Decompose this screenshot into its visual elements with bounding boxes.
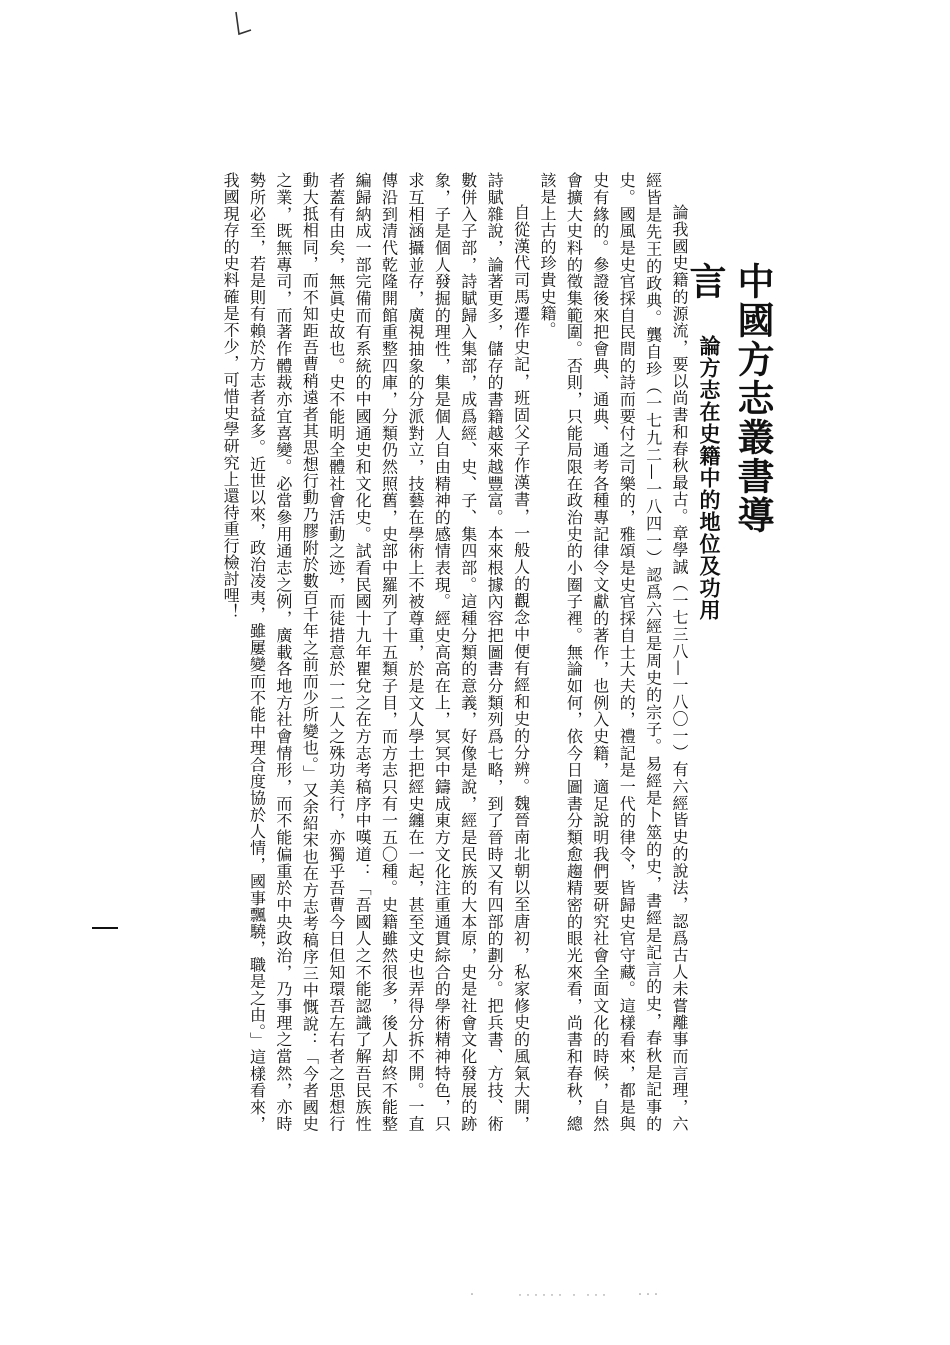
scan-noise-bottom bbox=[470, 1290, 670, 1298]
document-title: 中國方志叢書導言 bbox=[683, 262, 774, 535]
body-text bbox=[136, 172, 692, 1132]
paragraph-1: 論我國史籍的源流，要以尚書和春秋最古。章學誠（一七三八—一八〇一）有六經皆史的說法，認爲古人未嘗離事而言理，六經皆是先王的政典。龔自珍（一七九二—一八四一）認爲六經是周史的宗子。易經是卜筮的史，書經是記言的史，春秋是記事的史。國風是史官採自民間的詩而要付之司樂的，雅頌是史官採自士大夫的，禮記是一代的律令，皆歸史官守藏。這樣看來，都是與史有緣的。參證後來把會典、通典、通考各種專記律令文獻的著作，也例入史籍，適足說明我們要研究社會全面文化的時候，自然會擴大史料的徵集範圍。否則，只能局限在政治史的小圈子裡。無論如何，依今日圖書分類愈趨精密的眼光來看，尚書和春秋，總該是上古的珍貴史籍。 bbox=[537, 172, 689, 1132]
scan-mark-left bbox=[92, 925, 118, 931]
paragraph-2: 自從漢代司馬遷作史記，班固父子作漢書，一般人的觀念中便有經和史的分辨。魏晉南北朝以至唐初，私家修史的風氣大開，詩賦雜說，論著更多，儲存的書籍越來越豐富。本來根據內容把圖書分類列爲七略，到了晉時又有四部的劃分。把兵書、方技、術數併入子部，詩賦歸入集部，成爲經、史、子、集四部。這種分類的意義，好像是說，經是民族的大本原，史是社會文化發展的跡象，子是個人發掘的理性，集是個人自由精神的感情表現。經史高高在上，冥冥中鑄成東方文化注重通貫綜合的學術精神特色，只求互相涵攝並存，廣視抽象的分派對立，技藝在學術上不被尊重，於是文人學士把經史纏在一起，甚至文史也弄得分拆不開。一直傳沿到清代乾隆開館重整四庫，分類仍然照舊，史部中羅列了十五類子目，而方志只有一五〇種。史籍雖然很多，後人却終不能整編歸納成一部完備而有系統的中國通史和文化史。試看民國十九年瞿兌之在方志考稿序中嘆道：「吾國人之不能認識了解吾民族性者蓋有由矣，無眞史故也。史不能明全體社會活動之迹，而徒措意於一二人之殊功美行，亦獨乎吾曹今日但知環吾左右者之思想行動大抵相同，而不知距吾曹稍遠者其思想行動乃膠附於數百千年之前而少所變也。」又余紹宋也在方志考稿序三中慨說：「今者國史之業，既無專司，而著作體裁亦宜喜變。必當參用通志之例，廣載各地方社會情形，而不能偏重於中央政治，乃事理之當然，亦時勢所必至，若是則有賴於方志者益多。近世以來，政治凌夷，雖屢變而不能中理合度協於人情，國事飄驍，職是之由。」這樣看來，我國現存的史料確是不少，可惜史學研究上還待重行檢討哩！ bbox=[221, 172, 531, 1132]
scan-mark-top bbox=[233, 10, 255, 40]
document-subtitle: 論方志在史籍中的地位及功用 bbox=[697, 335, 722, 621]
